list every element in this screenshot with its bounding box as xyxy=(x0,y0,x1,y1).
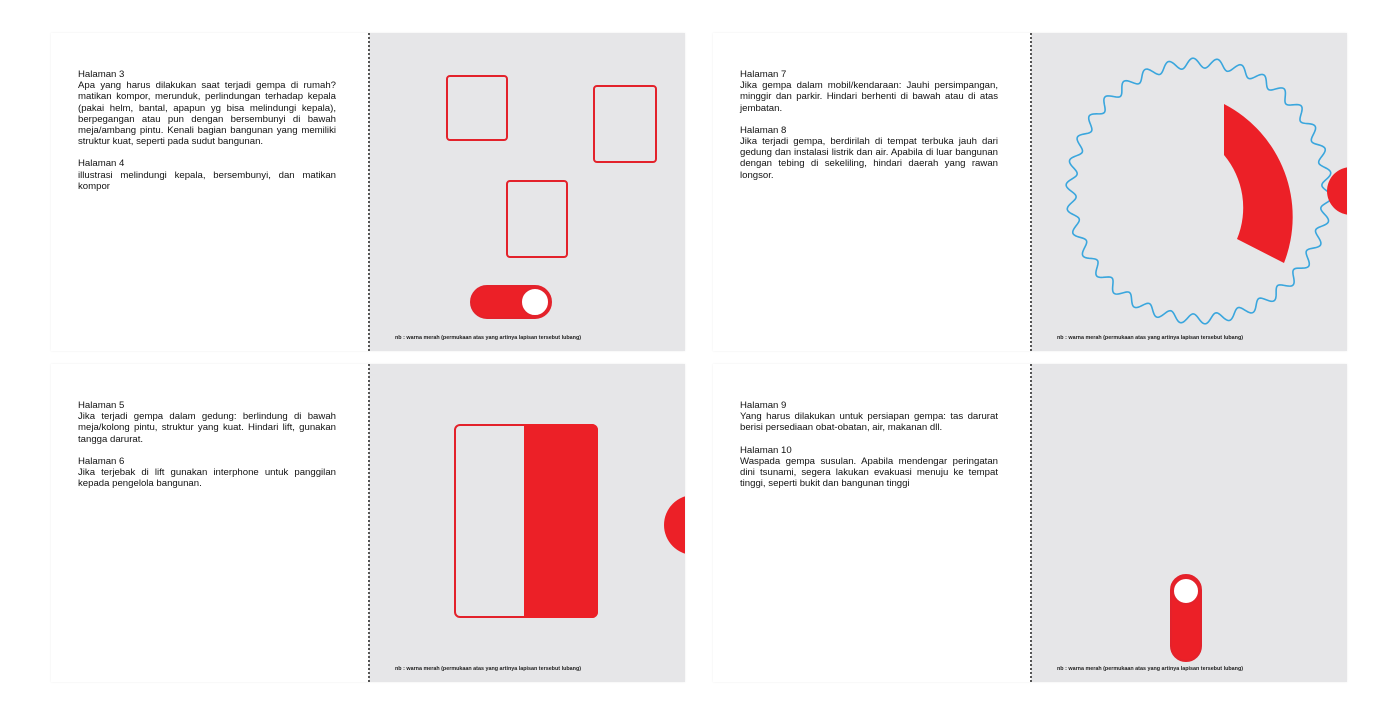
illustration-page xyxy=(371,33,685,351)
text-page xyxy=(51,364,369,682)
text-block xyxy=(740,400,998,500)
paragraph-body: Jika terjadi gempa, berdirilah di tempat terbuka jauh dari gedung dan instalasi listrik dan air. Apabila di luar bangunan dengan tebing di sekeliling, hindari daerah yang rawan longsor. xyxy=(740,136,998,181)
paragraph-body: Yang harus dilakukan untuk persiapan gempa: tas darurat berisi persediaan obat-obatan, air, makanan dll. xyxy=(740,411,998,434)
toggle-slider-shape xyxy=(470,285,554,319)
paragraph xyxy=(740,400,998,434)
paragraph xyxy=(740,445,998,490)
paragraph-heading: Halaman 4 xyxy=(78,158,125,170)
red-arc-sector-shape xyxy=(1224,104,1293,263)
spread-halaman-7-8 xyxy=(713,33,1347,351)
text-block xyxy=(740,69,998,192)
text-page xyxy=(51,33,369,351)
spread-halaman-5-6 xyxy=(51,364,685,682)
note-text: nb : warna merah (permukaan atas yang artinya lapisan tersebut lubang) xyxy=(395,666,582,672)
illustration-page xyxy=(371,364,685,682)
paragraph xyxy=(78,400,336,445)
paragraph-heading: Halaman 3 xyxy=(78,69,125,80)
paragraph xyxy=(78,69,336,147)
red-half-circle-shape xyxy=(664,495,685,555)
note-text: nb : warna merah (permukaan atas yang artinya lapisan tersebut lubang) xyxy=(1057,666,1244,672)
fold-line xyxy=(1030,33,1032,351)
paragraph-heading: Halaman 6 xyxy=(78,455,125,467)
paragraph-heading: Halaman 7 xyxy=(740,69,787,80)
wheel-illustration xyxy=(1033,33,1347,351)
illustration-page xyxy=(1033,364,1347,682)
text-block xyxy=(78,400,336,500)
window-cutout-left xyxy=(446,75,508,141)
text-block xyxy=(78,69,336,203)
paragraph-heading: Halaman 9 xyxy=(740,400,787,411)
door-red-panel-shape xyxy=(524,424,598,618)
text-page xyxy=(713,33,1031,351)
fold-line xyxy=(1030,364,1032,682)
vertical-toggle-shape xyxy=(1169,573,1203,663)
fold-line xyxy=(368,33,370,351)
paragraph-body: illustrasi melindungi kepala, bersembunyi, dan matikan kompor xyxy=(78,169,336,192)
paragraph-body: Jika terjebak di lift gunakan interphone untuk panggilan kepada pengelola bangunan. xyxy=(78,467,336,490)
window-cutout-right xyxy=(593,85,657,163)
paragraph xyxy=(78,158,336,192)
paragraph-heading: Halaman 10 xyxy=(740,444,792,456)
text-page xyxy=(713,364,1031,682)
paragraph-body: Jika gempa dalam mobil/kendaraan: Jauhi persimpangan, minggir dan parkir. Hindari berhenti di bawah atau di atas jembatan. xyxy=(740,80,998,114)
paragraph xyxy=(740,69,998,114)
paragraph-heading: Halaman 5 xyxy=(78,400,125,411)
paragraph xyxy=(78,456,336,490)
wavy-ring-shape xyxy=(1066,58,1332,324)
paragraph-heading: Halaman 8 xyxy=(740,124,787,136)
paragraph xyxy=(740,125,998,181)
window-cutout-center xyxy=(506,180,568,258)
fold-line xyxy=(368,364,370,682)
note-text: nb : warna merah (permukaan atas yang artinya lapisan tersebut lubang) xyxy=(395,335,582,341)
paragraph-body: Jika terjadi gempa dalam gedung: berlindung di bawah meja/kolong pintu, struktur yang kuat. Hindari lift, gunakan tangga darurat. xyxy=(78,411,336,445)
spread-halaman-9-10 xyxy=(713,364,1347,682)
note-text: nb : warna merah (permukaan atas yang artinya lapisan tersebut lubang) xyxy=(1057,335,1244,341)
paragraph-body: Waspada gempa susulan. Apabila mendengar peringatan dini tsunami, segera lakukan evakuasi menuju ke tempat tinggi, seperti bukit dan bangunan tinggi xyxy=(740,455,998,490)
spread-halaman-3-4 xyxy=(51,33,685,351)
illustration-page xyxy=(1033,33,1347,351)
paragraph-body: Apa yang harus dilakukan saat terjadi gempa di rumah? matikan kompor, merunduk, perlindungan terhadap kepala (pakai helm, bantal, apapun yg bisa melindungi kepala), berpegangan atau pun dengan bersembunyi di bawah meja/ambang pintu. Kenali bagian bangunan yang memiliki struktur kuat, seperti pada sudut bangunan. xyxy=(78,80,336,148)
